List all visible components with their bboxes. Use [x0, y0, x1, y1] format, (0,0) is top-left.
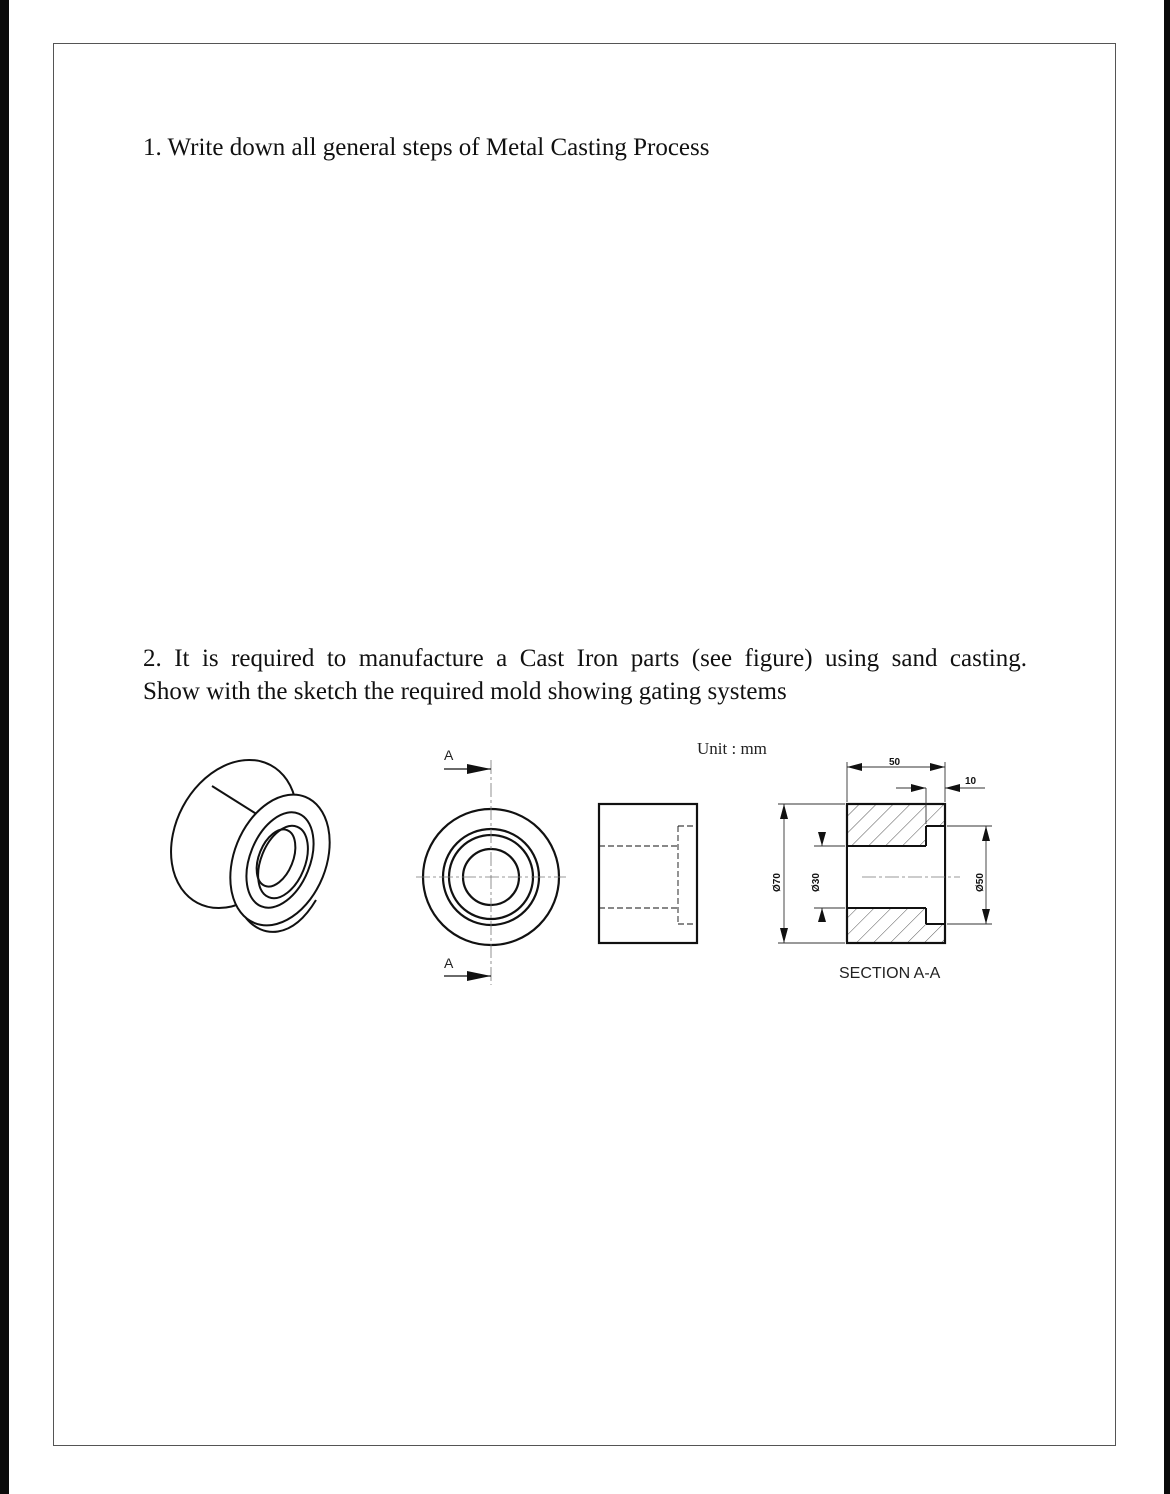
side-view — [599, 804, 697, 943]
question-2-line-2: Show with the sketch the required mold showing gating systems — [143, 678, 787, 705]
dim-bore-diameter-label: Ø30 — [811, 873, 822, 892]
dim-length-label: 50 — [889, 757, 901, 768]
question-1: 1. Write down all general steps of Metal Casting Process — [143, 134, 710, 161]
question-2-line-1: 2. It is required to manufacture a Cast Iron parts (see figure) using sand casting. — [143, 645, 1027, 672]
section-title: SECTION A-A — [839, 965, 941, 982]
dim-counterbore-diameter-label: Ø50 — [975, 873, 986, 892]
isometric-view — [146, 738, 348, 940]
section-marker-top: A — [444, 747, 454, 763]
unit-label: Unit : mm — [697, 739, 767, 758]
dim-outer-diameter-label: Ø70 — [772, 873, 783, 892]
section-view — [847, 804, 960, 943]
dim-depth-label: 10 — [965, 776, 977, 787]
section-marker-bottom: A — [444, 955, 454, 971]
front-view — [416, 760, 566, 985]
